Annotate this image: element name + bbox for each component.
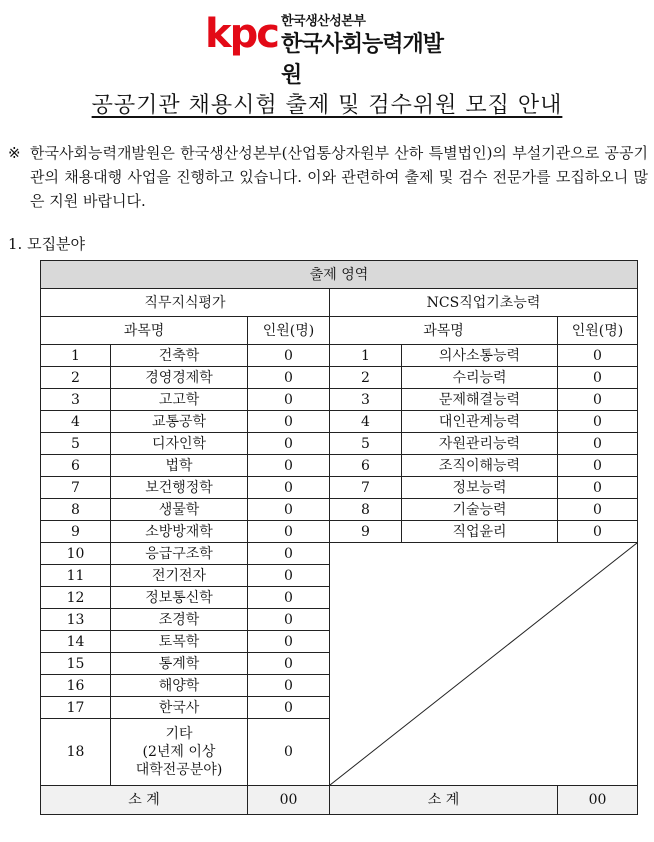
left-row-number: 8 bbox=[41, 499, 111, 521]
left-row-count: 0 bbox=[248, 389, 330, 411]
right-row-subject: 의사소통능력 bbox=[402, 345, 558, 367]
reference-mark: ※ bbox=[8, 144, 21, 162]
left-row-number: 14 bbox=[41, 631, 111, 653]
left-row-count: 0 bbox=[248, 609, 330, 631]
right-row-subject: 문제해결능력 bbox=[402, 389, 558, 411]
notice-paragraph bbox=[8, 141, 648, 213]
table-row bbox=[41, 411, 638, 433]
section-heading: 1. 모집분야 bbox=[8, 235, 86, 253]
right-row-count: 0 bbox=[558, 499, 638, 521]
right-row-number: 4 bbox=[330, 411, 402, 433]
left-row-subject: 토목학 bbox=[111, 631, 248, 653]
left-row-number: 6 bbox=[41, 455, 111, 477]
group-header-job-knowledge: 직무지식평가 bbox=[41, 289, 330, 317]
right-row-number: 7 bbox=[330, 477, 402, 499]
right-row-count: 0 bbox=[558, 433, 638, 455]
left-row-subject: 전기전자 bbox=[111, 565, 248, 587]
left-row-count: 0 bbox=[248, 367, 330, 389]
subject-line: 기타 bbox=[165, 726, 193, 742]
column-header-count: 인원(명) bbox=[248, 317, 330, 345]
left-row-subject: 조경학 bbox=[111, 609, 248, 631]
subject-line: (2년제 이상 bbox=[142, 744, 216, 760]
left-row-subject bbox=[111, 719, 248, 786]
left-row-number: 13 bbox=[41, 609, 111, 631]
left-row-count: 0 bbox=[248, 675, 330, 697]
right-row-count: 0 bbox=[558, 411, 638, 433]
left-row-number: 17 bbox=[41, 697, 111, 719]
left-row-count: 0 bbox=[248, 631, 330, 653]
left-row-subject: 생물학 bbox=[111, 499, 248, 521]
subtotal-row bbox=[41, 786, 638, 815]
recruitment-table bbox=[40, 260, 638, 815]
right-row-subject: 직업윤리 bbox=[402, 521, 558, 543]
right-row-number: 8 bbox=[330, 499, 402, 521]
right-row-subject: 기술능력 bbox=[402, 499, 558, 521]
right-row-count: 0 bbox=[558, 455, 638, 477]
notice-text: 한국사회능력개발원은 한국생산성본부(산업통상자원부 산하 특별법인)의 부설기관으로 공공기관의 채용대행 사업을 진행하고 있습니다. 이와 관련하여 출제 및 검수 전문가를 모집하오니 많은 지원 바랍니다. bbox=[30, 144, 648, 210]
right-row-count: 0 bbox=[558, 345, 638, 367]
left-row-subject: 통계학 bbox=[111, 653, 248, 675]
left-row-number: 12 bbox=[41, 587, 111, 609]
left-row-subject: 보건행정학 bbox=[111, 477, 248, 499]
empty-diagonal-cell bbox=[330, 543, 638, 786]
left-row-count: 0 bbox=[248, 653, 330, 675]
right-subtotal-label: 소 계 bbox=[330, 786, 558, 815]
page-title: 공공기관 채용시험 출제 및 검수위원 모집 안내 bbox=[91, 93, 563, 118]
right-row-count: 0 bbox=[558, 367, 638, 389]
table-row bbox=[41, 499, 638, 521]
table-header: 출제 영역 bbox=[41, 261, 638, 289]
left-row-subject: 해양학 bbox=[111, 675, 248, 697]
left-row-count: 0 bbox=[248, 433, 330, 455]
left-row-subject: 고고학 bbox=[111, 389, 248, 411]
left-row-subject: 한국사 bbox=[111, 697, 248, 719]
column-header-subject: 과목명 bbox=[41, 317, 248, 345]
table-row bbox=[41, 433, 638, 455]
diagonal-line bbox=[330, 543, 637, 785]
right-row-number: 6 bbox=[330, 455, 402, 477]
left-row-number: 9 bbox=[41, 521, 111, 543]
left-row-subject: 경영경제학 bbox=[111, 367, 248, 389]
left-row-number: 16 bbox=[41, 675, 111, 697]
right-row-subject: 정보능력 bbox=[402, 477, 558, 499]
left-row-count: 0 bbox=[248, 697, 330, 719]
table-row bbox=[41, 543, 638, 565]
right-row-subject: 대인관계능력 bbox=[402, 411, 558, 433]
left-row-count: 0 bbox=[248, 587, 330, 609]
org-name-large: 한국사회능력개발원 bbox=[281, 32, 444, 88]
left-row-number: 2 bbox=[41, 367, 111, 389]
left-row-subject: 소방방재학 bbox=[111, 521, 248, 543]
kpc-logo-mark: kpc bbox=[205, 11, 278, 57]
table-row bbox=[41, 455, 638, 477]
left-row-number: 10 bbox=[41, 543, 111, 565]
right-row-count: 0 bbox=[558, 521, 638, 543]
right-row-subject: 조직이해능력 bbox=[402, 455, 558, 477]
left-row-count: 0 bbox=[248, 455, 330, 477]
right-row-subject: 자원관리능력 bbox=[402, 433, 558, 455]
left-row-number: 3 bbox=[41, 389, 111, 411]
left-row-count: 0 bbox=[248, 345, 330, 367]
right-row-count: 0 bbox=[558, 477, 638, 499]
left-row-number: 1 bbox=[41, 345, 111, 367]
left-row-number: 15 bbox=[41, 653, 111, 675]
left-row-count: 0 bbox=[248, 565, 330, 587]
right-row-count: 0 bbox=[558, 389, 638, 411]
column-header-count: 인원(명) bbox=[558, 317, 638, 345]
left-row-number: 7 bbox=[41, 477, 111, 499]
right-row-number: 2 bbox=[330, 367, 402, 389]
left-row-count: 0 bbox=[248, 411, 330, 433]
left-row-number: 5 bbox=[41, 433, 111, 455]
right-row-number: 5 bbox=[330, 433, 402, 455]
right-row-number: 1 bbox=[330, 345, 402, 367]
left-row-count: 0 bbox=[248, 499, 330, 521]
left-row-subject: 디자인학 bbox=[111, 433, 248, 455]
left-subtotal-value: 00 bbox=[248, 786, 330, 815]
left-row-subject: 응급구조학 bbox=[111, 543, 248, 565]
table-row bbox=[41, 389, 638, 411]
subject-line: 대학전공분야) bbox=[135, 762, 223, 778]
left-row-number: 4 bbox=[41, 411, 111, 433]
group-header-ncs: NCS직업기초능력 bbox=[330, 289, 638, 317]
table-row bbox=[41, 345, 638, 367]
table-row bbox=[41, 367, 638, 389]
left-row-subject: 건축학 bbox=[111, 345, 248, 367]
left-row-subject: 정보통신학 bbox=[111, 587, 248, 609]
column-header-subject: 과목명 bbox=[330, 317, 558, 345]
logo bbox=[205, 8, 455, 88]
left-row-count: 0 bbox=[248, 521, 330, 543]
org-name-small: 한국생산성본부 bbox=[281, 14, 366, 29]
table-row bbox=[41, 521, 638, 543]
left-row-subject: 법학 bbox=[111, 455, 248, 477]
left-row-number: 18 bbox=[41, 719, 111, 786]
left-row-subject: 교통공학 bbox=[111, 411, 248, 433]
left-row-count: 0 bbox=[248, 477, 330, 499]
left-subtotal-label: 소 계 bbox=[41, 786, 248, 815]
right-row-subject: 수리능력 bbox=[402, 367, 558, 389]
right-row-number: 9 bbox=[330, 521, 402, 543]
left-row-count: 0 bbox=[248, 719, 330, 786]
table-row bbox=[41, 477, 638, 499]
left-row-count: 0 bbox=[248, 543, 330, 565]
right-row-number: 3 bbox=[330, 389, 402, 411]
right-subtotal-value: 00 bbox=[558, 786, 638, 815]
left-row-number: 11 bbox=[41, 565, 111, 587]
